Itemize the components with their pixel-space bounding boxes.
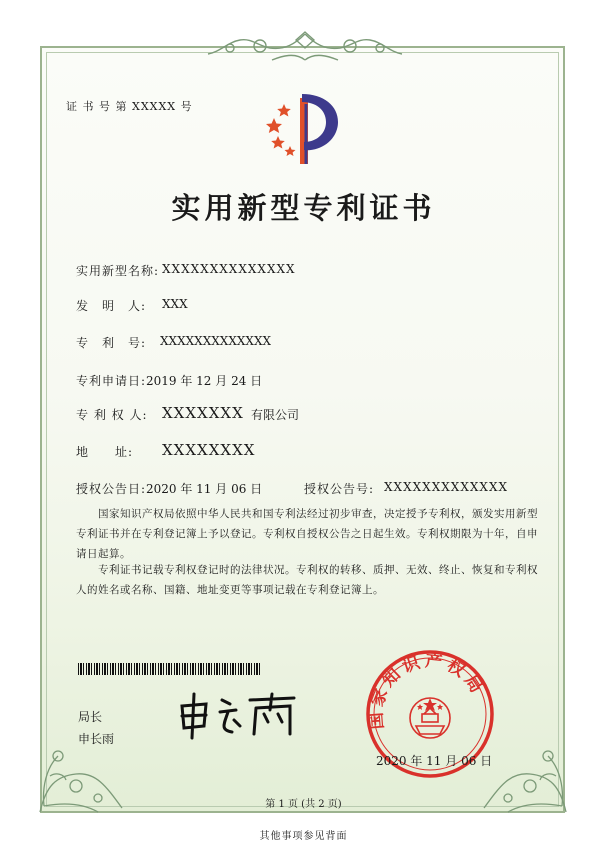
page-indicator: 第 1 页 (共 2 页) (265, 799, 342, 810)
legal-status-paragraph: 专利证书记载专利权登记时的法律状况。专利权的转移、质押、无效、终止、恢复和专利权人的姓名或名称、国籍、地址变更等事项记载在专利登记簿上。 (76, 564, 538, 596)
patentee-suffix: 有限公司 (251, 408, 300, 422)
certificate-title: 实用新型专利证书 (171, 191, 436, 225)
inventor-label: 发 明 人: (76, 299, 147, 313)
patentee-value: XXXXXXX (162, 404, 244, 422)
inventor-value: XXX (162, 297, 188, 311)
grant-date-value: 2020 年 11 月 06 日 (146, 482, 263, 496)
handwritten-signature (176, 690, 306, 740)
patent-number-value: XXXXXXXXXXXXX (160, 334, 272, 348)
back-note: 其他事项参见背面 (259, 831, 348, 842)
seal-text: 国家知识产权局 (366, 651, 489, 731)
patent-number-label: 专 利 号: (76, 336, 147, 350)
top-ornament (200, 30, 410, 64)
filing-date-value: 2019 年 12 月 24 日 (146, 374, 263, 388)
utility-model-name-value: XXXXXXXXXXXXXX (162, 262, 296, 276)
utility-model-name-label: 实用新型名称: (76, 264, 160, 278)
logo-star (285, 146, 296, 156)
director-name: 申长雨 (78, 732, 115, 746)
address-value: XXXXXXXX (162, 441, 256, 459)
grant-number-label: 授权公告号: (304, 482, 375, 496)
address-label: 地 址: (76, 445, 134, 459)
logo-star (271, 136, 285, 149)
seal-date: 2020 年 11 月 06 日 (376, 754, 493, 768)
barcode (78, 663, 261, 675)
patentee-label: 专 利 权 人: (76, 408, 148, 422)
grant-date-label: 授权公告日: (76, 482, 147, 496)
director-title: 局长 (78, 710, 103, 724)
grant-statement-paragraph: 国家知识产权局依照中华人民共和国专利法经过初步审查，决定授予专利权，颁发实用新型专利证书并在专利登记簿上予以登记。专利权自授权公告之日起生效。专利权期限为十年，自申请日起算。 (76, 508, 538, 560)
logo-star (277, 104, 291, 117)
filing-date-label: 专利申请日: (76, 374, 147, 388)
svg-text:国家知识产权局 (366, 650, 488, 730)
logo-star (266, 118, 282, 133)
cnipa-logo (254, 90, 354, 170)
certificate-number: 证 书 号 第 XXXXX 号 (66, 100, 193, 113)
grant-number-value: XXXXXXXXXXXXX (384, 480, 509, 494)
